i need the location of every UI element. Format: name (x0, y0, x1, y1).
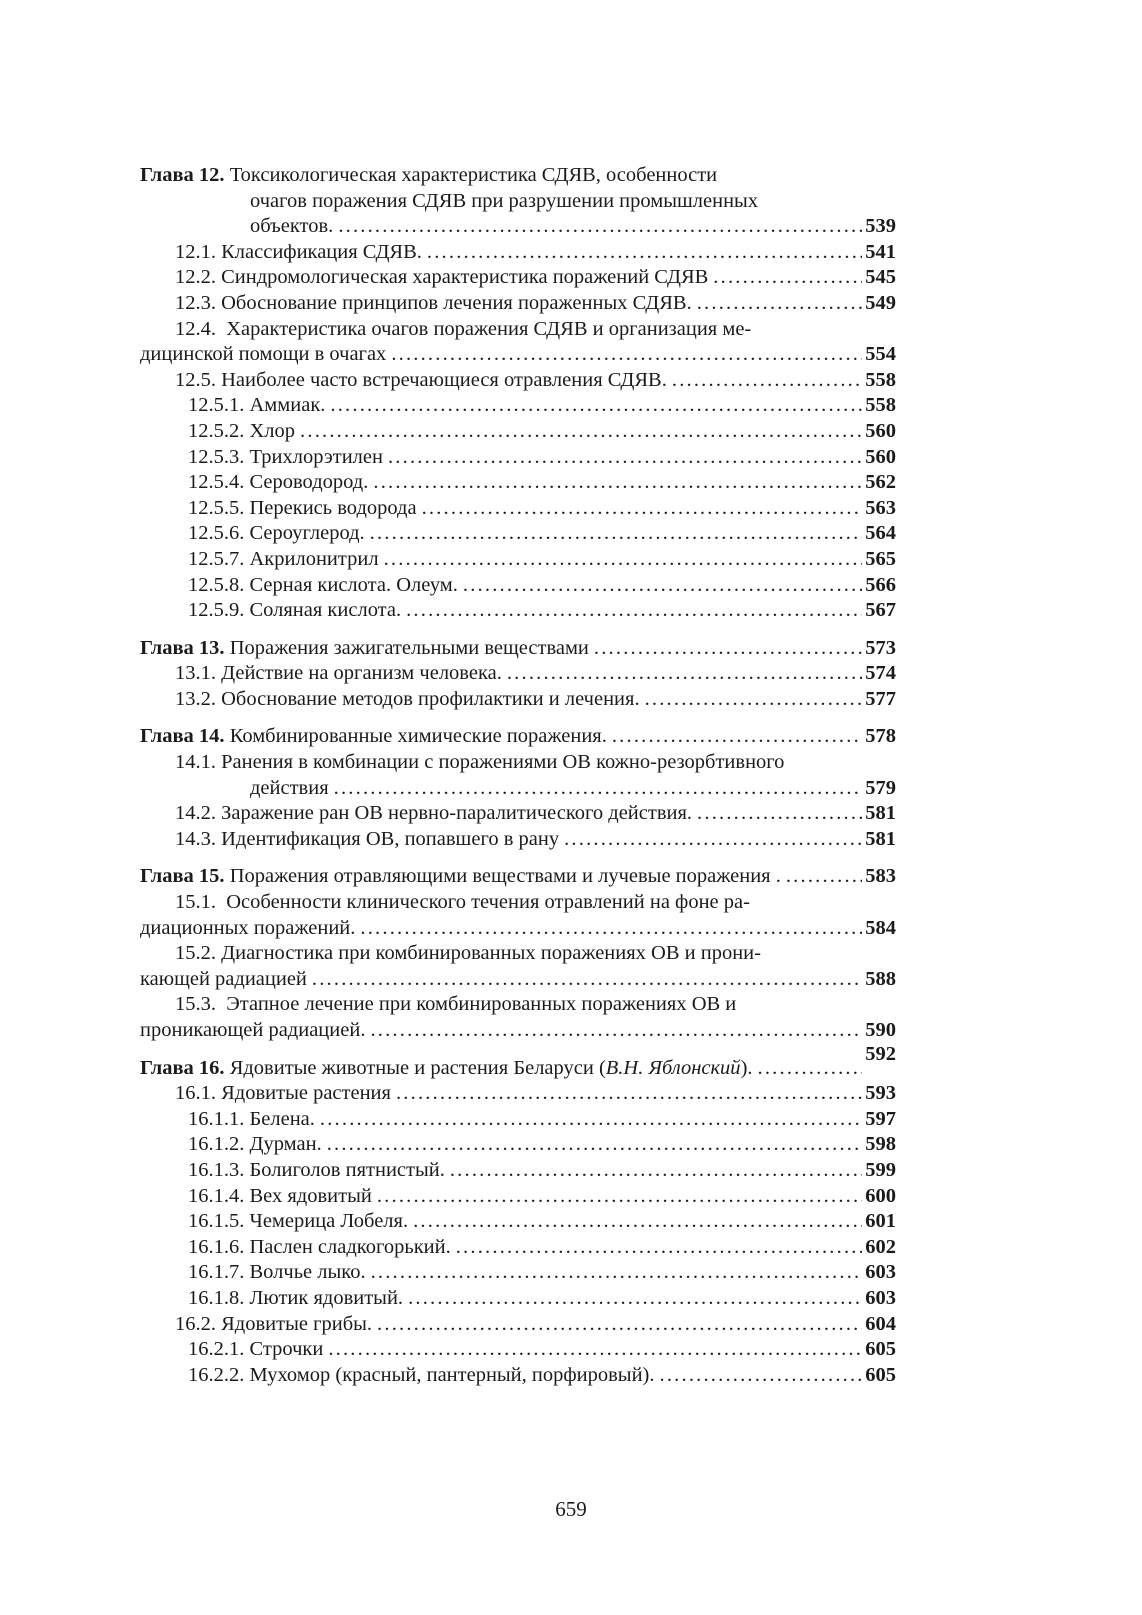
toc-line-text (175, 265, 708, 291)
toc-page-number: 593 (865, 1082, 896, 1105)
dot-leader (427, 240, 862, 266)
toc-line-text (175, 801, 692, 827)
toc-line-text (188, 598, 401, 624)
entry-text: 12.5.4. Сероводород. (188, 471, 369, 494)
toc-line-text (175, 368, 667, 394)
toc-line-text (188, 496, 417, 522)
chapter-label: Глава 13. (140, 636, 225, 659)
toc-entry (140, 1235, 896, 1261)
toc-line (140, 967, 896, 993)
toc-entry (140, 687, 896, 713)
toc-line-text (250, 214, 333, 240)
entry-text: 16.1.5. Чемерица Лобеля. (188, 1210, 409, 1233)
toc-entry (140, 1132, 896, 1158)
toc-line (140, 317, 896, 343)
toc-line-text (140, 342, 386, 368)
toc (140, 163, 896, 1388)
footer-page-number: 659 (555, 1497, 587, 1521)
toc-entry (140, 368, 896, 394)
toc-line-text (188, 1132, 322, 1158)
dot-leader (328, 1337, 862, 1363)
toc-page-number: 574 (865, 662, 896, 685)
toc-line (140, 291, 896, 317)
toc-line (140, 1363, 896, 1389)
toc-line (140, 573, 896, 599)
toc-line-text (175, 317, 751, 343)
entry-text: 12.5.9. Соляная кислота. (188, 599, 402, 622)
entry-text: проникающей радиацией. (140, 1019, 366, 1041)
entry-text: 12.2. Синдромологическая характеристика поражений СДЯВ (175, 266, 709, 289)
dot-leader (645, 687, 863, 713)
dot-leader (408, 1286, 862, 1312)
toc-line (140, 368, 896, 394)
toc-entry (140, 890, 896, 941)
toc-entry (140, 1184, 896, 1210)
toc-line-text (188, 445, 383, 471)
toc-entry (140, 992, 896, 1043)
toc-line-text (250, 189, 758, 215)
toc-page-number: 545 (865, 266, 896, 289)
dot-leader (713, 265, 862, 291)
entry-text: 16.1. Ядовитые растения (175, 1082, 391, 1105)
toc-line (140, 890, 896, 916)
toc-entry (140, 1260, 896, 1286)
dot-leader (334, 776, 863, 802)
entry-text: 14.2. Заражение ран ОВ нервно-паралитического действия. (175, 802, 693, 825)
toc-entry (140, 827, 896, 853)
toc-line (140, 163, 896, 189)
toc-line (140, 265, 896, 291)
toc-line (140, 1158, 896, 1184)
toc-page-number: 549 (865, 291, 896, 314)
entry-text: ). (740, 1056, 753, 1079)
toc-line (140, 1286, 896, 1312)
entry-text: 13.2. Обоснование методов профилактики и лечения. (175, 687, 640, 710)
entry-text: очагов поражения СДЯВ при разрушении промышленных (250, 189, 759, 212)
toc-page-number: 565 (865, 547, 896, 570)
entry-text: действия (250, 776, 329, 799)
entry-text: 16.1.8. Лютик ядовитый. (188, 1286, 404, 1309)
entry-text: Комбинированные химические поражения. (224, 725, 607, 748)
dot-leader (697, 801, 862, 827)
toc-line (140, 521, 896, 547)
toc-entry (140, 240, 896, 266)
toc-entry (140, 393, 896, 419)
toc-entry (140, 724, 896, 750)
toc-page-number: 603 (865, 1261, 896, 1284)
toc-line-text (188, 419, 295, 445)
entry-text: объектов. (250, 215, 334, 238)
dot-leader (422, 496, 863, 522)
toc-line-text (175, 240, 422, 266)
toc-entry (140, 941, 896, 992)
toc-entry (140, 1209, 896, 1235)
toc-entry (140, 864, 896, 890)
dot-leader (300, 419, 862, 445)
toc-line-text (140, 967, 307, 993)
chapter-label: Глава 14. (140, 725, 225, 748)
entry-text: 12.5.7. Акрилонитрил (188, 547, 379, 570)
author-name: В.Н. Яблонский (605, 1056, 741, 1079)
toc-entry (140, 750, 896, 801)
dot-leader (360, 916, 862, 942)
dot-leader (758, 1056, 863, 1082)
toc-line (140, 661, 896, 687)
toc-page-number: 567 (865, 599, 896, 622)
toc-line-text (188, 470, 368, 496)
chapter-label: Глава 12. (140, 164, 225, 186)
toc-line (140, 1184, 896, 1210)
entry-text: 15.3. Этапное лечение при комбинированных поражениях ОВ и (175, 993, 737, 1016)
toc-page-number: 539 (865, 215, 896, 238)
toc-page-number: 599 (865, 1158, 896, 1181)
entry-text: Токсикологическая характеристика СДЯВ, особенности (224, 164, 718, 186)
toc-line (140, 240, 896, 266)
toc-line-text (188, 1260, 366, 1286)
toc-line (140, 342, 896, 368)
toc-line (140, 801, 896, 827)
toc-line-text (140, 724, 607, 750)
toc-page-number: 560 (865, 419, 896, 442)
toc-page-number: 562 (865, 471, 896, 494)
toc-entry (140, 1337, 896, 1363)
toc-line-text (140, 1056, 753, 1082)
entry-text: 15.1. Особенности клинического течения отравлений на фоне ра- (175, 891, 750, 914)
entry-text: 12.3. Обоснование принципов лечения пораженных СДЯВ. (175, 291, 692, 314)
toc-line-text (175, 992, 736, 1018)
dot-leader (697, 291, 863, 317)
toc-line-text (175, 1081, 391, 1107)
dot-leader (384, 547, 863, 573)
toc-page-number: 598 (865, 1133, 896, 1156)
dot-leader (612, 724, 862, 750)
toc-entry (140, 496, 896, 522)
entry-text: 12.5.5. Перекись водорода (188, 496, 417, 519)
toc-line (140, 419, 896, 445)
dot-leader (413, 1209, 862, 1235)
toc-entry (140, 163, 896, 240)
toc-line (140, 189, 896, 215)
dot-leader (396, 1081, 862, 1107)
dot-leader (370, 1018, 862, 1044)
toc-page-number: 584 (865, 916, 896, 939)
dot-leader (786, 864, 862, 890)
toc-page-number: 590 (865, 1019, 896, 1041)
toc-line-text (175, 687, 640, 713)
entry-text: 12.1. Классификация СДЯВ. (175, 240, 422, 263)
toc-entry (140, 1158, 896, 1184)
toc-page-number: 541 (865, 240, 896, 263)
toc-line (140, 1107, 896, 1133)
toc-line (140, 214, 896, 240)
dot-leader (312, 967, 862, 993)
toc-page-number: 581 (865, 802, 896, 825)
toc-line (140, 470, 896, 496)
toc-entry (140, 265, 896, 291)
toc-page-number: 566 (865, 573, 896, 596)
toc-page-number: 604 (865, 1312, 896, 1335)
entry-text: 16.2.1. Строчки (188, 1338, 324, 1361)
toc-page-number: 581 (865, 827, 896, 850)
toc-entry (140, 598, 896, 624)
toc-line (140, 1260, 896, 1286)
toc-page-number: 563 (865, 496, 896, 519)
toc-line-text (250, 776, 329, 802)
toc-page-number: 588 (865, 967, 896, 990)
dot-leader (594, 636, 862, 662)
dot-leader (371, 1260, 863, 1286)
toc-page-number: 578 (865, 725, 896, 748)
toc-page-number: 554 (865, 343, 896, 366)
entry-text: 16.1.4. Вех ядовитый (188, 1184, 372, 1207)
toc-line (140, 445, 896, 471)
toc-page-number: 605 (865, 1338, 896, 1361)
toc-line (140, 827, 896, 853)
toc-page-number: 558 (865, 368, 896, 391)
toc-line (140, 750, 896, 776)
toc-entry (140, 661, 896, 687)
entry-text: 12.5.8. Серная кислота. Олеум. (188, 573, 458, 596)
toc-entry (140, 801, 896, 827)
toc-line (140, 1018, 896, 1044)
toc-page-number: 602 (865, 1235, 896, 1258)
toc-entry (140, 317, 896, 368)
entry-text: 16.2. Ядовитые грибы. (175, 1312, 373, 1335)
toc-line-text (188, 573, 458, 599)
dot-leader (672, 368, 862, 394)
entry-text: Поражения отравляющими веществами и лучевые поражения . (224, 865, 781, 888)
entry-text: 12.5.2. Хлор (188, 419, 296, 442)
toc-page-number: 577 (865, 687, 896, 710)
toc-line (140, 724, 896, 750)
entry-text: кающей радиацией (140, 967, 307, 990)
toc-page-number: 558 (865, 394, 896, 417)
entry-text: 12.5. Наиболее часто встречающиеся отравления СДЯВ. (175, 368, 667, 391)
toc-line (140, 636, 896, 662)
entry-text: 16.2.2. Мухомор (красный, пантерный, порфировый). (188, 1363, 655, 1386)
toc-line-text (188, 1184, 372, 1210)
toc-page-number: 605 (865, 1363, 896, 1386)
toc-line (140, 916, 896, 942)
toc-line (140, 687, 896, 713)
toc-page-number: 560 (865, 445, 896, 468)
toc-line (140, 1312, 896, 1338)
entry-text: 12.5.6. Сероуглерод. (188, 522, 365, 545)
toc-line-text (188, 393, 325, 419)
toc-entry (140, 291, 896, 317)
entry-text: Ядовитые животные и растения Беларуси ( (224, 1056, 606, 1079)
entry-text: 16.1.2. Дурман. (188, 1133, 322, 1156)
toc-line (140, 1337, 896, 1363)
toc-line-text (140, 864, 781, 890)
toc-line (140, 598, 896, 624)
dot-leader (338, 214, 862, 240)
entry-text: 16.1.1. Белена. (188, 1107, 315, 1130)
toc-line (140, 1235, 896, 1261)
toc-entry (140, 1286, 896, 1312)
toc-page-number: 583 (865, 865, 896, 888)
entry-text: 16.1.6. Паслен сладкогорький. (188, 1235, 451, 1258)
toc-line (140, 1132, 896, 1158)
dot-leader (388, 445, 862, 471)
toc-line-text (188, 547, 379, 573)
toc-line-text (175, 827, 559, 853)
toc-entry (140, 419, 896, 445)
toc-entry (140, 470, 896, 496)
toc-page-number: 592 (865, 1042, 896, 1065)
toc-page-number: 597 (865, 1107, 896, 1130)
dot-leader (660, 1363, 863, 1389)
dot-leader (456, 1235, 863, 1261)
toc-line (140, 1042, 896, 1082)
toc-line (140, 776, 896, 802)
toc-line (140, 864, 896, 890)
chapter-label: Глава 15. (140, 865, 225, 888)
toc-entry (140, 636, 896, 662)
toc-line-text (175, 661, 502, 687)
dot-leader (391, 342, 862, 368)
toc-line-text (140, 916, 355, 942)
toc-entry (140, 521, 896, 547)
toc-line (140, 547, 896, 573)
entry-text: Поражения зажигательными веществами (224, 636, 589, 659)
dot-leader (370, 521, 863, 547)
toc-page-number: 600 (865, 1184, 896, 1207)
toc-entry (140, 1363, 896, 1389)
entry-text: 14.3. Идентификация ОВ, попавшего в рану (175, 827, 560, 850)
toc-line-text (188, 1209, 408, 1235)
toc-entry (140, 1042, 896, 1082)
dot-leader (320, 1107, 862, 1133)
toc-line-text (188, 1107, 315, 1133)
toc-entry (140, 445, 896, 471)
toc-line (140, 992, 896, 1018)
entry-text: 16.1.3. Болиголов пятнистый. (188, 1158, 445, 1181)
toc-entry (140, 1107, 896, 1133)
toc-line-text (175, 941, 761, 967)
entry-text: 13.1. Действие на организм человека. (175, 662, 502, 685)
dot-leader (406, 598, 862, 624)
toc-entry (140, 547, 896, 573)
toc-page-number: 601 (865, 1210, 896, 1233)
toc-line-text (140, 1018, 365, 1044)
entry-text: 16.1.7. Волчье лыко. (188, 1261, 366, 1284)
toc-page-number: 564 (865, 522, 896, 545)
entry-text: дицинской помощи в очагах (140, 343, 387, 366)
toc-line-text (140, 636, 589, 662)
toc-line-text (188, 1235, 451, 1261)
toc-line-text (175, 890, 750, 916)
toc-line (140, 1209, 896, 1235)
toc-line-text (188, 1337, 323, 1363)
dot-leader (377, 1184, 862, 1210)
dot-leader (463, 573, 862, 599)
toc-page-number: 603 (865, 1286, 896, 1309)
dot-leader (507, 661, 862, 687)
chapter-label: Глава 16. (140, 1056, 225, 1079)
dot-leader (330, 393, 862, 419)
dot-leader (450, 1158, 862, 1184)
entry-text: 14.1. Ранения в комбинации с поражениями ОВ кожно-резорбтивного (175, 751, 785, 774)
toc-line-text (175, 750, 784, 776)
toc-line (140, 1081, 896, 1107)
toc-page-number: 579 (865, 776, 896, 799)
entry-text: диационных поражений. (140, 916, 356, 939)
dot-leader (373, 470, 862, 496)
dot-leader (377, 1312, 862, 1338)
toc-entry (140, 1312, 896, 1338)
entry-text: 12.5.3. Трихлорэтилен (188, 445, 383, 468)
toc-line-text (140, 163, 717, 189)
toc-entry (140, 573, 896, 599)
toc-entry (140, 1081, 896, 1107)
toc-line-text (188, 1286, 403, 1312)
toc-line-text (175, 291, 692, 317)
toc-line-text (175, 1312, 372, 1338)
entry-text: 15.2. Диагностика при комбинированных поражениях ОВ и прони- (175, 942, 761, 965)
toc-line-text (188, 1363, 655, 1389)
dot-leader (564, 827, 862, 853)
toc-line (140, 393, 896, 419)
toc-line-text (188, 521, 365, 547)
toc-line (140, 941, 896, 967)
dot-leader (327, 1132, 863, 1158)
toc-page-number: 573 (865, 636, 896, 659)
toc-line (140, 496, 896, 522)
entry-text: 12.4. Характеристика очагов поражения СДЯВ и организация ме- (175, 317, 752, 340)
toc-line-text (188, 1158, 445, 1184)
entry-text: 12.5.1. Аммиак. (188, 394, 326, 417)
